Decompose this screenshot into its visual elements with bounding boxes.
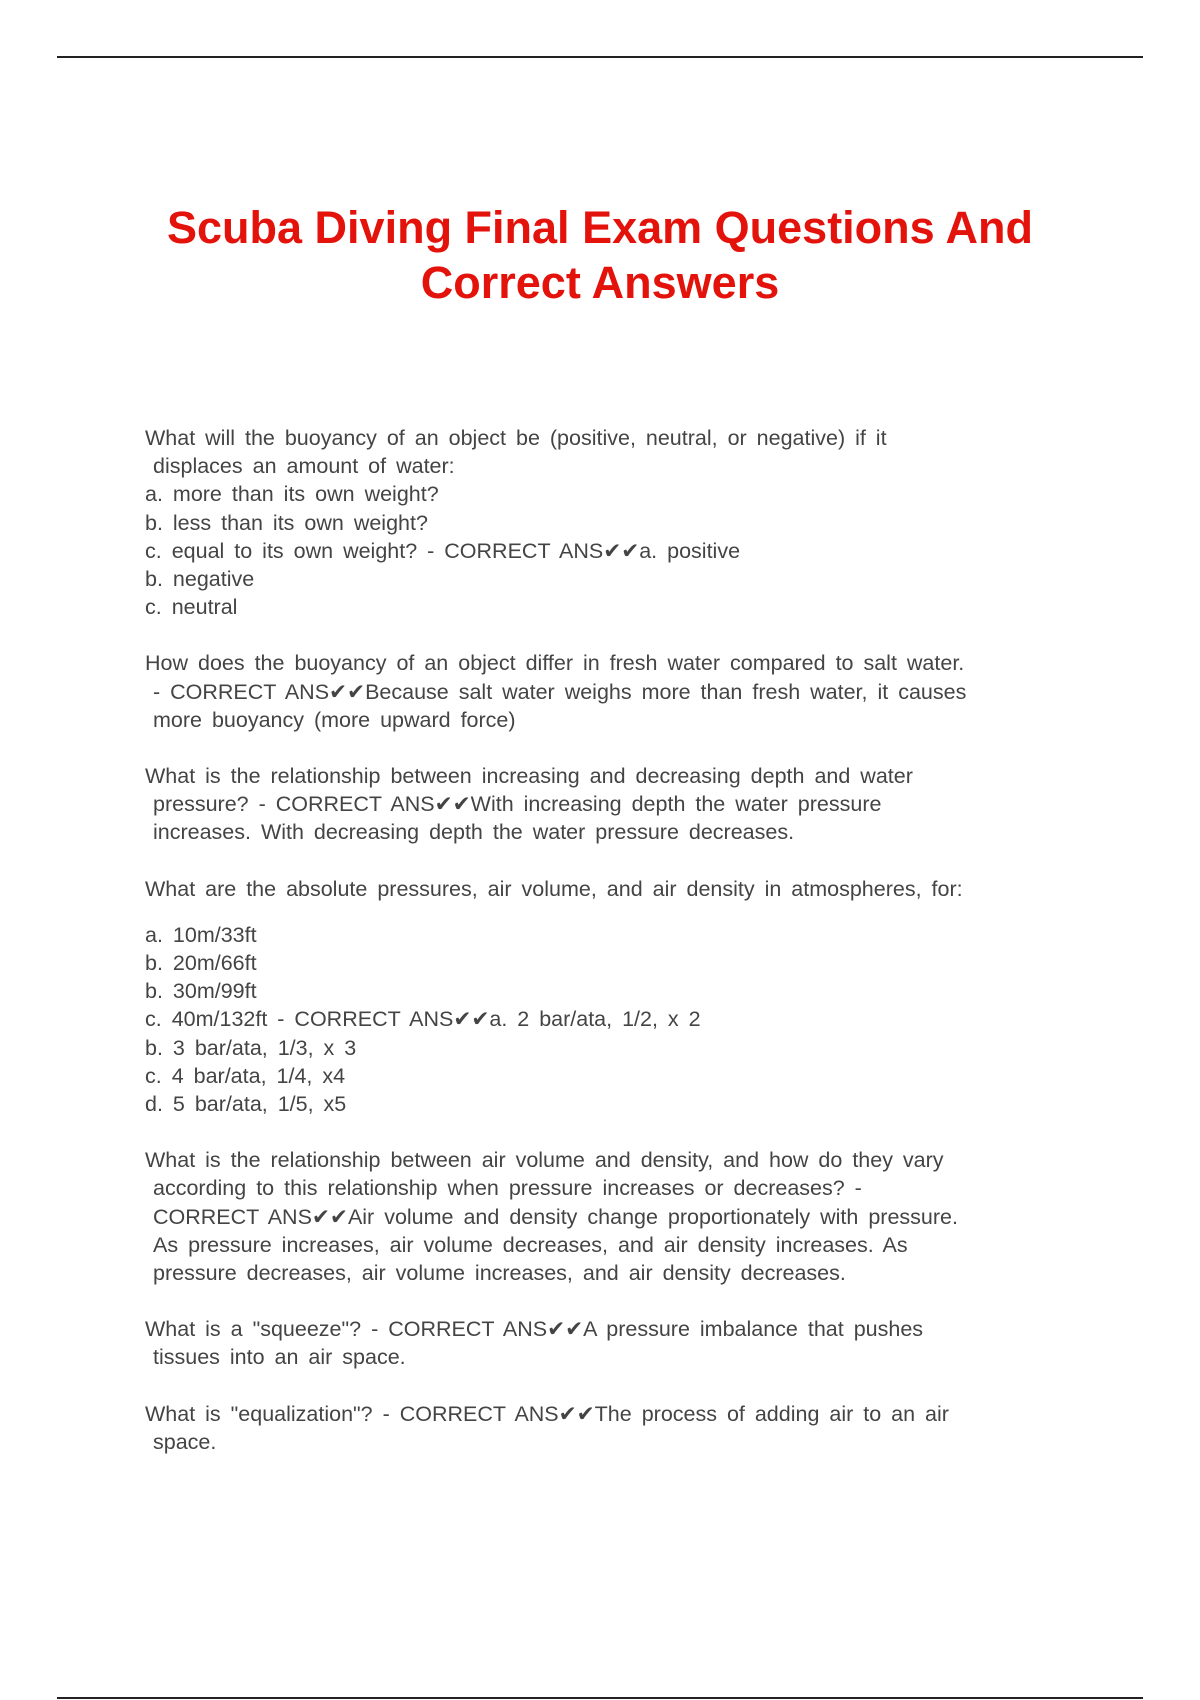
qa-line: pressure? - CORRECT ANS✔✔With increasing depth the water pressure	[153, 792, 882, 817]
spacer	[145, 903, 1095, 921]
qa-line: What is a "squeeze"? - CORRECT ANS✔✔A pressure imbalance that pushes	[145, 1317, 924, 1342]
qa-line: What will the buoyancy of an object be (positive, neutral, or negative) if it	[145, 426, 887, 450]
qa-line: c. neutral	[145, 595, 238, 620]
qa-line: according to this relationship when pressure increases or decreases? -	[153, 1176, 862, 1201]
qa-item-fresh-vs-salt	[145, 649, 1095, 734]
qa-line: d. 5 bar/ata, 1/5, x5	[145, 1092, 347, 1117]
qa-line: What is the relationship between air volume and density, and how do they vary	[145, 1148, 944, 1173]
qa-content	[145, 424, 1095, 1484]
document-title	[100, 200, 1100, 310]
qa-line: more buoyancy (more upward force)	[153, 707, 516, 732]
qa-item-squeeze	[145, 1315, 1095, 1371]
qa-line: CORRECT ANS✔✔Air volume and density change proportionately with pressure.	[153, 1204, 958, 1229]
qa-line: pressure decreases, air volume increases, and air density decreases.	[153, 1261, 846, 1286]
qa-line: As pressure increases, air volume decreases, and air density increases. As	[153, 1232, 908, 1257]
qa-line: c. equal to its own weight? - CORRECT ANS✔✔a. positive	[145, 538, 741, 563]
qa-item-volume-density	[145, 1146, 1095, 1287]
bottom-rule	[57, 1697, 1143, 1699]
qa-line: a. 10m/33ft	[145, 922, 257, 947]
qa-line: b. negative	[145, 567, 255, 592]
qa-line: c. 4 bar/ata, 1/4, x4	[145, 1063, 346, 1088]
qa-item-equalization	[145, 1400, 1095, 1456]
qa-line: a. more than its own weight?	[145, 482, 439, 507]
title-line-2: Correct Answers	[420, 257, 780, 308]
qa-line: b. 30m/99ft	[145, 979, 257, 1004]
qa-line: displaces an amount of water:	[153, 454, 455, 479]
qa-line: c. 40m/132ft - CORRECT ANS✔✔a. 2 bar/ata, 1/2, x 2	[145, 1007, 701, 1032]
qa-item-depth-pressure	[145, 762, 1095, 847]
qa-question: What are the absolute pressures, air volume, and air density in atmospheres, for:	[145, 876, 963, 901]
qa-line: What is "equalization"? - CORRECT ANS✔✔The process of adding air to an air	[145, 1401, 949, 1426]
qa-line: increases. With decreasing depth the water pressure decreases.	[153, 820, 795, 845]
qa-item-buoyancy	[145, 424, 1095, 621]
qa-item-absolute-pressures	[145, 875, 1095, 1119]
qa-line: b. 3 bar/ata, 1/3, x 3	[145, 1035, 357, 1060]
qa-line: - CORRECT ANS✔✔Because salt water weighs more than fresh water, it causes	[153, 679, 967, 704]
qa-line: How does the buoyancy of an object differ in fresh water compared to salt water.	[145, 651, 965, 676]
qa-line: b. 20m/66ft	[145, 951, 257, 976]
top-rule	[57, 56, 1143, 58]
qa-line: b. less than its own weight?	[145, 510, 428, 535]
qa-line: What is the relationship between increasing and decreasing depth and water	[145, 764, 913, 789]
title-line-1: Scuba Diving Final Exam Questions And	[167, 202, 1033, 253]
qa-line: space.	[153, 1429, 217, 1454]
qa-line: tissues into an air space.	[153, 1345, 406, 1370]
